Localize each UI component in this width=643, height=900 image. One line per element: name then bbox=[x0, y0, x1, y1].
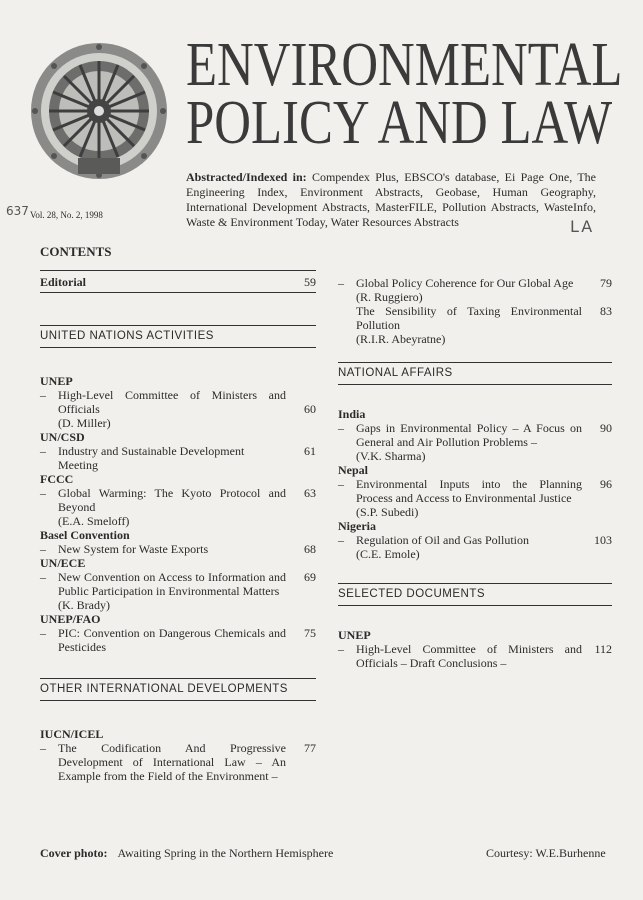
section-heading-national: NATIONAL AFFAIRS bbox=[338, 367, 453, 379]
page-number: 79 bbox=[600, 276, 612, 290]
toc-entry[interactable]: – New Convention on Access to Information and Public Participation in Environmental Matters 69 bbox=[40, 570, 316, 598]
contents-right-column bbox=[338, 270, 612, 670]
section-heading-selected: SELECTED DOCUMENTS bbox=[338, 588, 486, 600]
page-number: 60 bbox=[304, 402, 316, 416]
page-number: 61 bbox=[304, 444, 316, 458]
editorial-label: Editorial bbox=[40, 275, 87, 289]
entry-author: (C.E. Emole) bbox=[356, 547, 420, 561]
entry-title: New Convention on Access to Information and Public Participation in Environmental Matters bbox=[58, 570, 286, 598]
toc-entry[interactable]: – High-Level Committee of Ministers and Officials – Draft Conclusions – 112 bbox=[338, 642, 612, 670]
org-heading: UNEP bbox=[40, 374, 73, 388]
org-heading: Nepal bbox=[338, 463, 368, 477]
contents-heading: CONTENTS bbox=[40, 244, 112, 259]
entry-title: The Codification And Progressive Development of International Law – An Example from the Field of the Environment – bbox=[58, 741, 286, 783]
page-number: 83 bbox=[600, 304, 612, 318]
volume-info: Vol. 28, No. 2, 1998 bbox=[30, 210, 103, 220]
handwritten-note-right: LA bbox=[570, 217, 595, 236]
entry-title: Regulation of Oil and Gas Pollution bbox=[356, 533, 529, 547]
entry-title: High-Level Committee of Ministers and Officials bbox=[58, 388, 286, 416]
org-heading: UN/CSD bbox=[40, 430, 85, 444]
page-number: 69 bbox=[304, 570, 316, 584]
abstracted-label: Abstracted/Indexed in: bbox=[186, 170, 307, 184]
page-number: 96 bbox=[600, 477, 612, 491]
toc-entry[interactable]: – Regulation of Oil and Gas Pollution 103 bbox=[338, 533, 612, 547]
org-heading: India bbox=[338, 407, 366, 421]
page-number: 68 bbox=[304, 542, 316, 556]
page-number: 90 bbox=[600, 421, 612, 435]
page-number: 63 bbox=[304, 486, 316, 500]
handwritten-note-left: 637 bbox=[6, 204, 29, 218]
courtesy-credit: Courtesy: W.E.Burhenne bbox=[486, 846, 606, 860]
journal-title-line1: ENVIRONMENTAL bbox=[186, 31, 623, 99]
abstracted-indexed bbox=[186, 170, 596, 230]
cover-photo-caption bbox=[40, 846, 333, 861]
toc-entry[interactable]: – Gaps in Environmental Policy – A Focus on General and Air Pollution Problems – 90 bbox=[338, 421, 612, 449]
toc-entry[interactable]: – Environmental Inputs into the Planning Process and Access to Environmental Justice 96 bbox=[338, 477, 612, 505]
abstracted-text: Compendex Plus, EBSCO's database, Ei Page One, The Engineering Index, Environment Abstracts, Geobase, Human Geography, International Development Abstracts, MasterFILE, Pollution Abstracts, WasteInfo, Waste & Environment Today, Water Resources Abstracts bbox=[186, 170, 596, 229]
page-number: 112 bbox=[594, 642, 612, 656]
entry-title: Global Warming: The Kyoto Protocol and Beyond bbox=[58, 486, 286, 514]
cover-photo-text: Awaiting Spring in the Northern Hemisphere bbox=[117, 846, 334, 860]
org-heading: IUCN/ICEL bbox=[40, 727, 104, 741]
entry-title: PIC: Convention on Dangerous Chemicals and Pesticides bbox=[58, 626, 286, 654]
entry-author: (E.A. Smeloff) bbox=[58, 514, 130, 528]
toc-entry[interactable]: – New System for Waste Exports 68 bbox=[40, 542, 316, 556]
cover-photo-label: Cover photo: bbox=[40, 846, 108, 860]
toc-entry[interactable]: – High-Level Committee of Ministers and Officials 60 bbox=[40, 388, 316, 416]
entry-title: High-Level Committee of Ministers and Officials – Draft Conclusions – bbox=[356, 642, 582, 670]
org-heading: UN/ECE bbox=[40, 556, 86, 570]
entry-title: Industry and Sustainable Development Meeting bbox=[58, 444, 245, 472]
org-heading: Basel Convention bbox=[40, 528, 130, 542]
editorial-row[interactable] bbox=[40, 271, 316, 292]
entry-title: Environmental Inputs into the Planning Process and Access to Environmental Justice bbox=[356, 477, 582, 505]
page-number: 103 bbox=[594, 533, 612, 547]
page-number: 77 bbox=[304, 741, 316, 755]
org-heading: UNEP bbox=[338, 628, 371, 642]
entry-author: (K. Brady) bbox=[58, 598, 110, 612]
entry-author: (R. Ruggiero) bbox=[356, 290, 423, 304]
toc-entry[interactable]: – Industry and Sustainable Development Meeting 61 bbox=[40, 444, 316, 472]
section-heading-un: UNITED NATIONS ACTIVITIES bbox=[40, 330, 214, 342]
toc-entry[interactable]: – PIC: Convention on Dangerous Chemicals and Pesticides 75 bbox=[40, 626, 316, 654]
entry-author: (V.K. Sharma) bbox=[356, 449, 426, 463]
org-heading: FCCC bbox=[40, 472, 74, 486]
toc-entry[interactable]: – Global Policy Coherence for Our Global Age 79 bbox=[338, 276, 612, 290]
entry-title: The Sensibility of Taxing Environmental Pollution bbox=[356, 304, 582, 332]
toc-entry[interactable]: – Global Warming: The Kyoto Protocol and Beyond 63 bbox=[40, 486, 316, 514]
entry-author: (D. Miller) bbox=[58, 416, 111, 430]
entry-title: New System for Waste Exports bbox=[58, 542, 209, 556]
journal-title-line2: POLICY AND LAW bbox=[186, 89, 613, 157]
org-heading: UNEP/FAO bbox=[40, 612, 101, 626]
entry-title: Gaps in Environmental Policy – A Focus on General and Air Pollution Problems – bbox=[356, 421, 582, 449]
entry-author: (R.I.R. Abeyratne) bbox=[356, 332, 446, 346]
org-heading: Nigeria bbox=[338, 519, 376, 533]
entry-author: (S.P. Subedi) bbox=[356, 505, 419, 519]
page-number: 75 bbox=[304, 626, 316, 640]
contents-left-column bbox=[40, 270, 316, 783]
page-number: 59 bbox=[304, 275, 316, 289]
section-heading-other: OTHER INTERNATIONAL DEVELOPMENTS bbox=[40, 683, 288, 695]
toc-entry[interactable]: – The Codification And Progressive Development of International Law – An Example from the Field of the Environment – 77 bbox=[40, 741, 316, 783]
wheel-emblem-icon bbox=[28, 40, 170, 182]
toc-entry[interactable] bbox=[338, 304, 612, 332]
entry-title: Global Policy Coherence for Our Global Age bbox=[356, 276, 574, 290]
